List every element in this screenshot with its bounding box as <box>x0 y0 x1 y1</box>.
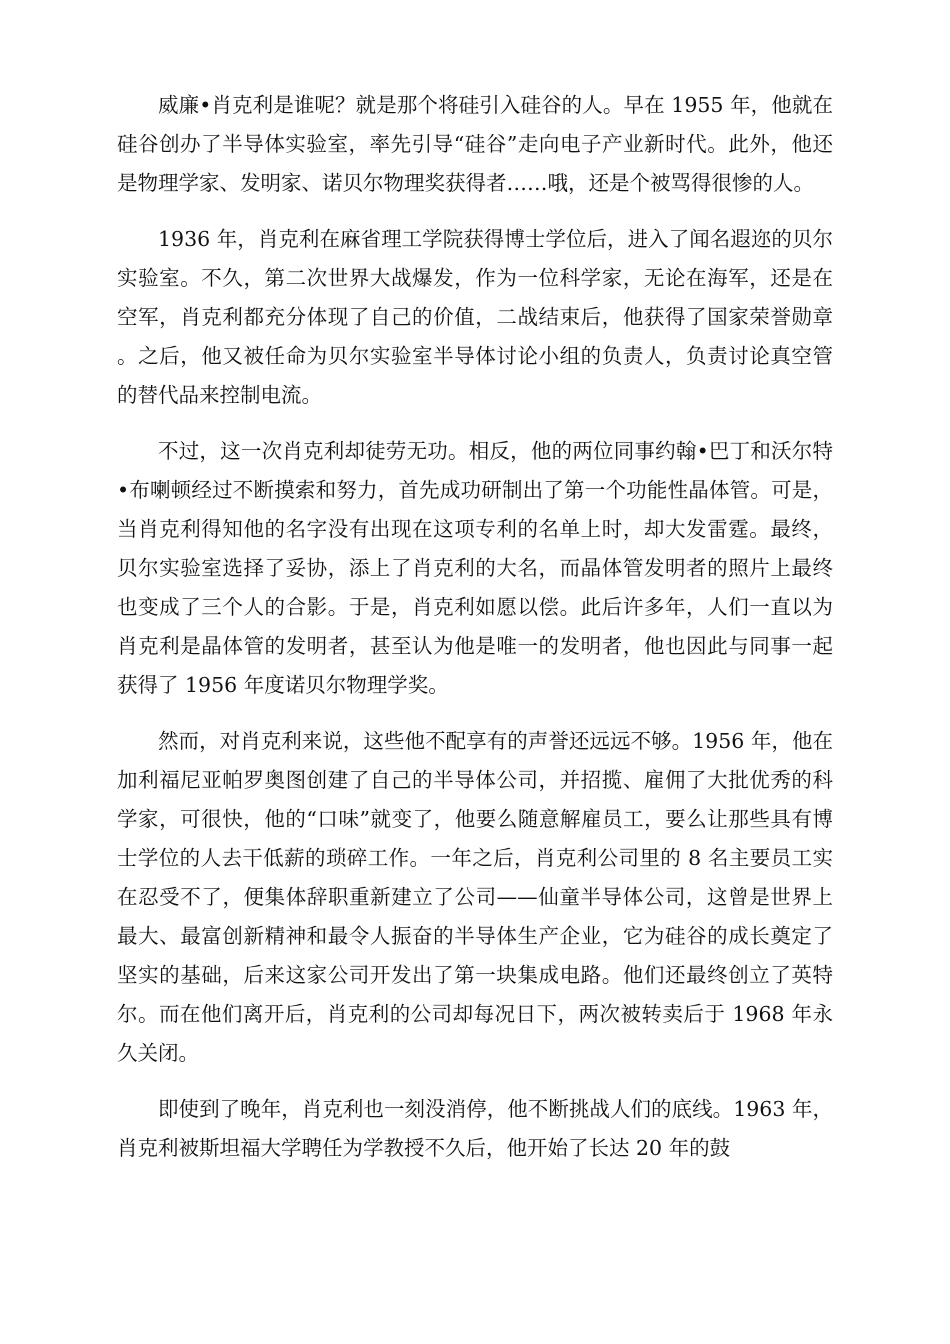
paragraph-2: 1936 年，肖克利在麻省理工学院获得博士学位后，进入了闻名遐迩的贝尔实验室。不久，第二次世界大战爆发，作为一位科学家，无论在海军，还是在空军，肖克利都充分体现了自己的价值，二战结束后，他获得了国家荣誉勋章。之后，他又被任命为贝尔实验室半导体讨论小组的负责人，负责讨论真空管的替代品来控制电流。 <box>117 227 833 407</box>
paragraph-5: 即使到了晚年，肖克利也一刻没消停，他不断挑战人们的底线。1963 年，肖克利被斯坦福大学聘任为学教授不久后，他开始了长达 20 年的鼓 <box>117 1097 833 1160</box>
paragraph-4: 然而，对肖克利来说，这些他不配享有的声誉还远远不够。1956 年，他在加利福尼亚帕罗奥图创建了自己的半导体公司，并招揽、雇佣了大批优秀的科学家，可很快，他的“口味”就变了，他要么随意解雇员工，要么让那些具有博士学位的人去干低薪的琐碎工作。一年之后，肖克利公司里的 8 名主要员工实在忍受不了，便集体辞职重新建立了公司——仙童半导体公司，这曾是世界上最大、最富创新精神和最令人振奋的半导体生产企业，它为硅谷的成长奠定了坚实的基础，后来这家公司开发出了第一块集成电路。他们还最终创立了英特尔。而在他们离开后，肖克利的公司却每况日下，两次被转卖后于 1968 年永久关闭。 <box>117 729 833 1065</box>
document-page <box>117 86 833 1185</box>
paragraph-3: 不过，这一次肖克利却徒劳无功。相反，他的两位同事约翰•巴丁和沃尔特•布喇顿经过不断摸索和努力，首先成功研制出了第一个功能性晶体管。可是，当肖克利得知他的名字没有出现在这项专利的名单上时，却大发雷霆。最终，贝尔实验室选择了妥协，添上了肖克利的大名，而晶体管发明者的照片上最终也变成了三个人的合影。于是，肖克利如愿以偿。此后许多年，人们一直以为肖克利是晶体管的发明者，甚至认为他是唯一的发明者，他也因此与同事一起获得了 1956 年度诺贝尔物理学奖。 <box>117 439 833 697</box>
paragraph-1: 威廉•肖克利是谁呢？就是那个将硅引入硅谷的人。早在 1955 年，他就在硅谷创办了半导体实验室，率先引导“硅谷”走向电子产业新时代。此外，他还是物理学家、发明家、诺贝尔物理奖获得者……哦，还是个被骂得很惨的人。 <box>117 93 833 195</box>
